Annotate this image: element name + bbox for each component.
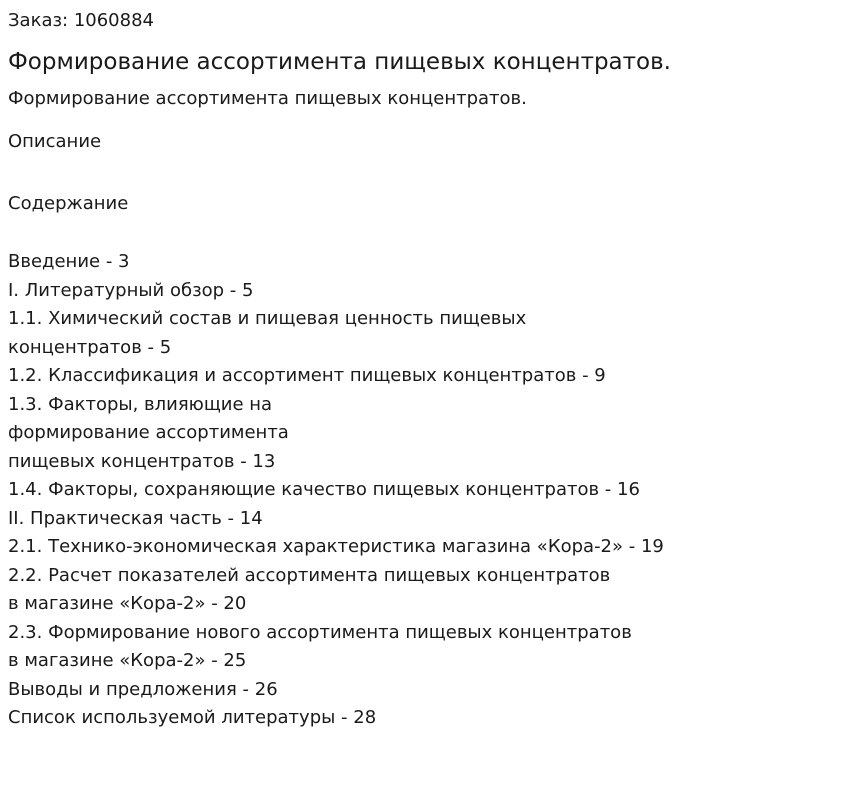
toc-line: пищевых концентратов - 13 (8, 450, 276, 472)
toc-line: 2.1. Технико-экономическая характеристика магазина «Кора-2» - 19 (8, 536, 664, 557)
toc-line: в магазине «Кора-2» - 25 (8, 650, 247, 671)
toc-line: 2.2. Расчет показателей ассортимента пищевых концентратов (8, 564, 611, 586)
description-heading: Описание (8, 131, 102, 152)
toc-line: Выводы и предложения - 26 (8, 678, 278, 700)
toc-line: Список используемой литературы - 28 (8, 707, 377, 728)
toc-line: 1.3. Факторы, влияющие на (8, 393, 273, 415)
toc-line: I. Литературный обзор - 5 (8, 279, 254, 301)
toc-line: 1.1. Химический состав и пищевая ценность пищевых (8, 308, 527, 329)
page-subtitle: Формирование ассортимента пищевых концентратов. (8, 88, 527, 109)
page-title: Формирование ассортимента пищевых концентратов. (8, 49, 671, 75)
toc-line: 1.4. Факторы, сохраняющие качество пищевых концентратов - 16 (8, 479, 640, 500)
contents-heading: Содержание (8, 193, 129, 214)
toc-line: 1.2. Классификация и ассортимент пищевых концентратов - 9 (8, 365, 606, 386)
toc-line: формирование ассортимента (8, 422, 289, 443)
toc-line: 2.3. Формирование нового ассортимента пищевых концентратов (8, 621, 632, 643)
order-number: Заказ: 1060884 (8, 10, 154, 31)
toc-line: Введение - 3 (8, 251, 130, 272)
toc-line: II. Практическая часть - 14 (8, 507, 263, 529)
table-of-contents (8, 248, 664, 733)
toc-line: в магазине «Кора-2» - 20 (8, 593, 247, 614)
toc-line: концентратов - 5 (8, 336, 172, 358)
